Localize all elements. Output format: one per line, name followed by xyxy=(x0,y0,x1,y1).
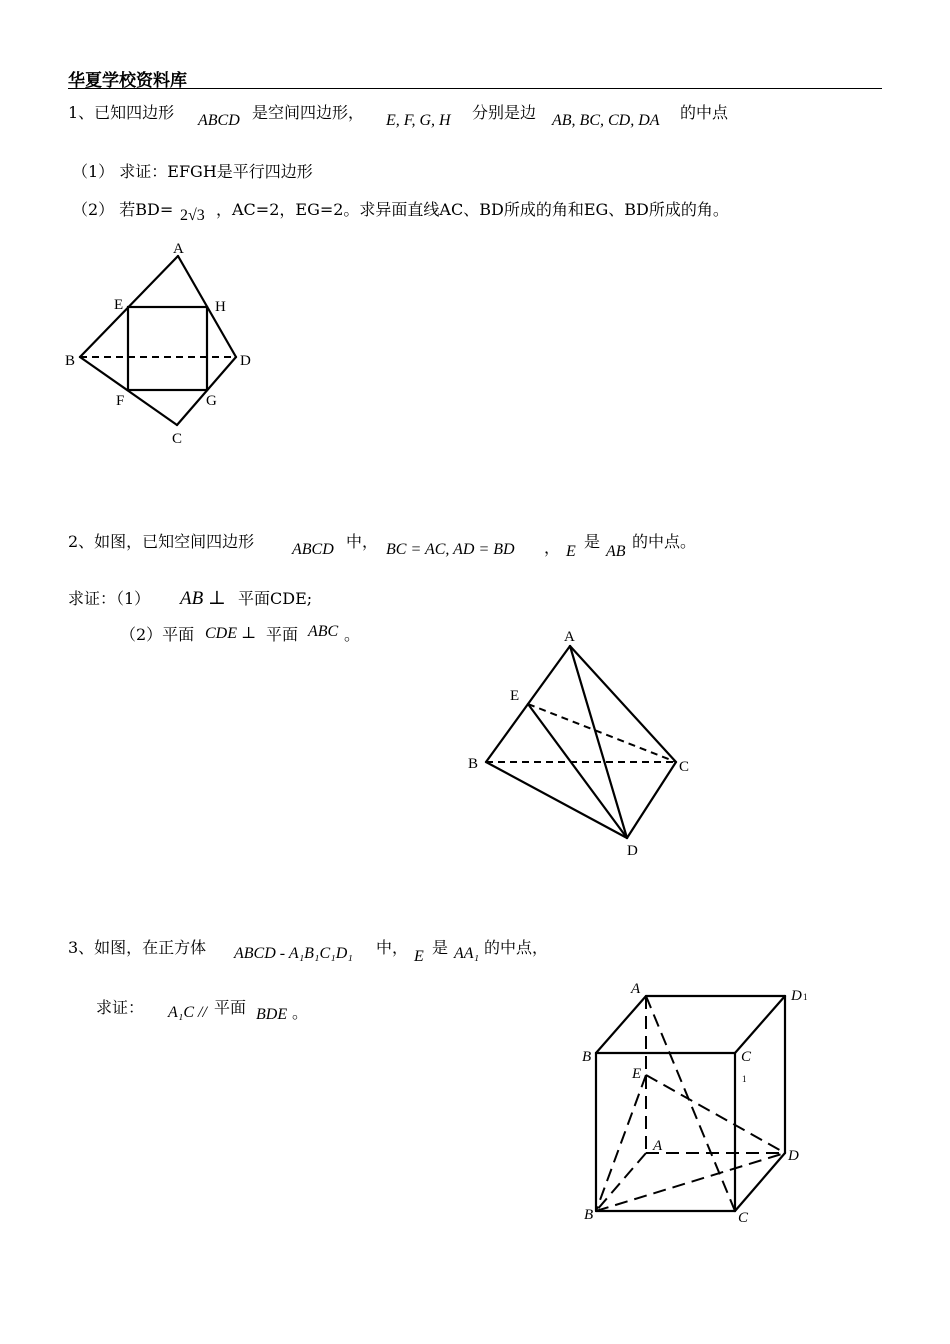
p1-label-c: C xyxy=(172,431,183,447)
p2-lead: 2、如图，已知空间四边形 xyxy=(68,532,255,551)
p3-edge-a1b1 xyxy=(596,996,646,1053)
p3-math-e: E xyxy=(414,948,424,965)
p1-label-e: E xyxy=(114,297,124,313)
p1-edge-bc xyxy=(80,357,177,425)
p1-label-a: A xyxy=(173,241,184,257)
p1-text-4: 的中点 xyxy=(680,103,729,122)
p3-proof-label: 求证： xyxy=(96,998,145,1017)
p3-label-a1: A xyxy=(631,981,641,997)
p2-label-e: E xyxy=(510,688,520,704)
p3-label-d1-sub: 1 xyxy=(803,992,808,1002)
p2-math-abc: ABC xyxy=(308,623,339,640)
p1-label-d: D xyxy=(240,353,251,369)
p1-label-h: H xyxy=(215,299,226,315)
p2-edge-ed xyxy=(528,704,627,838)
header-rule xyxy=(68,88,882,89)
p3-math-aa1: AA₁ xyxy=(454,945,480,962)
p3-label-b: B xyxy=(584,1207,594,1223)
p2-label-a: A xyxy=(564,629,575,645)
p3-line-a1c xyxy=(646,996,735,1211)
p2-edge-bd xyxy=(486,762,627,838)
page-header-title: 华夏学校资料库 xyxy=(68,71,187,91)
p3-edge-ab xyxy=(596,1153,646,1211)
p2-text-4: 是 xyxy=(584,532,601,551)
p3-text-5: 平面 xyxy=(214,998,247,1017)
p1-edge-cd xyxy=(177,357,236,425)
p3-math-cube: ABCD - A₁B₁C₁D₁ xyxy=(234,945,353,962)
p3-text-3: 是 xyxy=(432,938,449,957)
p1-question-1: （1） 求证：EFGH是平行四边形 xyxy=(72,162,313,181)
p3-label-b1: B xyxy=(582,1049,592,1065)
p2-text-2: 中， xyxy=(346,532,379,551)
p1-text-3: 分别是边 xyxy=(472,103,537,122)
p3-text-2: 中， xyxy=(376,938,409,957)
p2-question-2-start: （2）平面 xyxy=(120,625,195,644)
p1-math-abcd: ABCD xyxy=(198,112,240,129)
p3-text-6: 。 xyxy=(292,1003,309,1022)
p2-proof-label: 求证：（1） xyxy=(68,589,151,608)
p3-label-a: A xyxy=(653,1138,663,1154)
p2-question-2-mid: 平面 xyxy=(266,625,299,644)
p2-edge-ad xyxy=(570,646,627,838)
p1-edge-ad xyxy=(178,256,236,357)
p1-sqrt-value: 2√3 xyxy=(180,207,205,224)
p2-math-ab-perp: AB ⊥ xyxy=(180,588,226,609)
p3-edge-cd xyxy=(735,1153,785,1211)
p2-text-6: 平面CDE; xyxy=(238,589,313,608)
p1-lead: 1、已知四边形 xyxy=(68,103,175,122)
p1-label-g: G xyxy=(206,393,217,409)
p1-label-f: F xyxy=(116,393,125,409)
p2-math-abcd: ABCD xyxy=(292,541,334,558)
p3-line-ed xyxy=(646,1075,785,1153)
p3-lead: 3、如图，在正方体 xyxy=(68,938,207,957)
p1-question-2-end: ，AC=2，EG=2。求异面直线AC、BD所成的角和EG、BD所成的角。 xyxy=(216,200,729,219)
p3-label-d: D xyxy=(788,1148,799,1164)
p3-text-4: 的中点， xyxy=(484,938,549,957)
p2-math-ab: AB xyxy=(606,543,626,560)
p1-question-2-start: （2） 若BD= xyxy=(72,200,174,219)
p1-text-2: 是空间四边形， xyxy=(252,103,365,122)
p1-math-efgh: E, F, G, H xyxy=(386,112,451,129)
p2-math-equalities: BC = AC, AD = BD xyxy=(386,541,515,558)
p2-label-d: D xyxy=(627,843,638,859)
p3-label-c: C xyxy=(738,1210,749,1226)
p3-label-d1: D xyxy=(791,988,802,1004)
p2-edge-ac xyxy=(570,646,676,762)
p1-efgh xyxy=(128,307,207,390)
p2-label-c: C xyxy=(679,759,690,775)
p2-label-b: B xyxy=(468,756,479,772)
p1-label-b: B xyxy=(65,353,76,369)
p3-label-c1-sub: 1 xyxy=(742,1074,747,1084)
p3-label-e: E xyxy=(632,1066,642,1082)
p2-edge-ec xyxy=(528,704,676,762)
p2-math-cde-perp: CDE ⊥ xyxy=(205,625,257,642)
p2-edge-cd xyxy=(627,762,676,838)
p1-math-edges: AB, BC, CD, DA xyxy=(552,112,660,129)
p2-edge-ab xyxy=(486,646,570,762)
p2-text-3: ， xyxy=(544,538,561,557)
p2-text-5: 的中点。 xyxy=(632,532,697,551)
p2-math-e: E xyxy=(566,543,576,560)
p3-line-eb xyxy=(596,1075,646,1211)
p3-edge-d1c1 xyxy=(735,996,785,1053)
p2-question-2-end: 。 xyxy=(344,625,361,644)
p3-math-a1c-parallel: A₁C // xyxy=(168,1004,207,1021)
p1-edge-ab xyxy=(80,256,178,357)
p3-line-bd xyxy=(596,1153,785,1211)
p3-label-c1: C xyxy=(741,1049,752,1065)
p3-math-bde: BDE xyxy=(256,1006,288,1023)
